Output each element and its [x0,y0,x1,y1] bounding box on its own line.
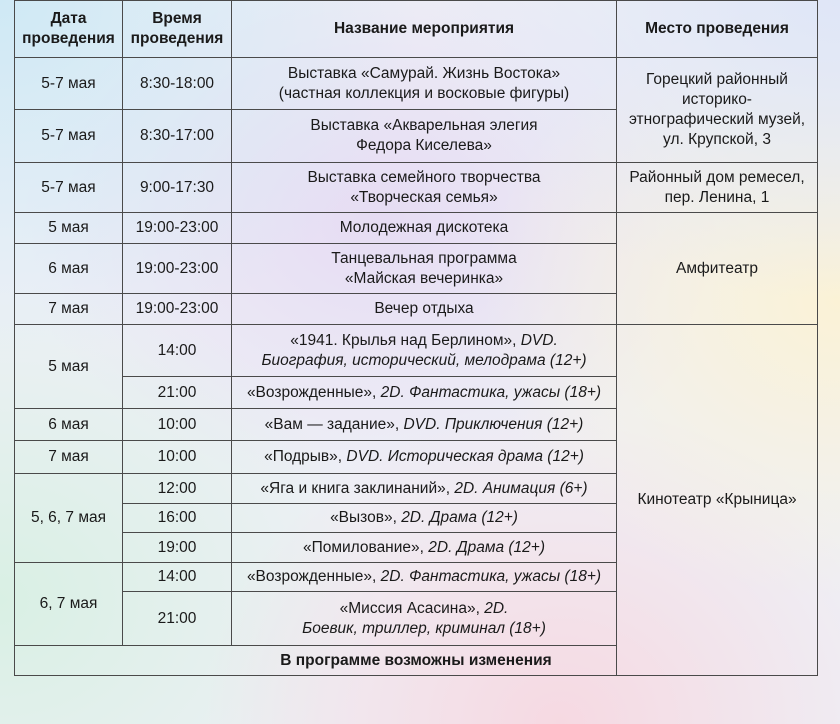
time-cell: 19:00 [123,533,232,563]
movie-cell: «Возрожденные», 2D. Фантастика, ужасы (18+) [232,563,617,592]
time-cell: 21:00 [123,592,232,646]
date-cell: 6 мая [15,244,123,294]
event-cell: Выставка «Самурай. Жизнь Востока» (частная коллекция и восковые фигуры) [232,58,617,110]
header-event: Название мероприятия [232,1,617,58]
time-cell: 12:00 [123,474,232,504]
date-cell: 7 мая [15,441,123,474]
venue-cinema: Кинотеатр «Крыница» [617,325,818,676]
venue-museum: Горецкий районный историко- этнографический музей, ул. Крупской, 3 [617,58,818,163]
movie-cell: «Вам — задание», DVD. Приключения (12+) [232,409,617,441]
table-row [15,213,818,244]
program-change-note: В программе возможны изменения [15,646,818,676]
time-cell: 19:00-23:00 [123,213,232,244]
time-cell: 21:00 [123,377,232,409]
time-cell: 10:00 [123,409,232,441]
header-time: Время проведения [123,1,232,58]
movie-cell: «Миссия Асасина», 2D. Боевик, триллер, криминал (18+) [232,592,617,646]
time-cell: 8:30-18:00 [123,58,232,110]
time-cell: 9:00-17:30 [123,163,232,213]
event-cell: Молодежная дискотека [232,213,617,244]
venue-crafts: Районный дом ремесел, пер. Ленина, 1 [617,163,818,213]
movie-cell: «Вызов», 2D. Драма (12+) [232,504,617,533]
movie-cell: «Подрыв», DVD. Историческая драма (12+) [232,441,617,474]
event-schedule-table [14,0,818,676]
table-row [15,163,818,213]
time-cell: 19:00-23:00 [123,294,232,325]
date-cell: 5, 6, 7 мая [15,474,123,563]
date-cell: 6, 7 мая [15,563,123,646]
header-venue: Место проведения [617,1,818,58]
event-cell: Выставка «Акварельная элегия Федора Киселева» [232,110,617,163]
time-cell: 10:00 [123,441,232,474]
date-cell: 5-7 мая [15,58,123,110]
event-cell: Вечер отдыха [232,294,617,325]
header-row [15,1,818,58]
movie-cell: «1941. Крылья над Берлином», DVD. Биография, исторический, мелодрама (12+) [232,325,617,377]
date-cell: 5-7 мая [15,110,123,163]
date-cell: 7 мая [15,294,123,325]
movie-cell: «Возрожденные», 2D. Фантастика, ужасы (18+) [232,377,617,409]
movie-cell: «Помилование», 2D. Драма (12+) [232,533,617,563]
date-cell: 5 мая [15,213,123,244]
movie-cell: «Яга и книга заклинаний», 2D. Анимация (6+) [232,474,617,504]
date-cell: 5 мая [15,325,123,409]
header-date: Дата проведения [15,1,123,58]
time-cell: 14:00 [123,563,232,592]
date-cell: 5-7 мая [15,163,123,213]
table-row [15,58,818,110]
table-row [15,325,818,377]
event-cell: Танцевальная программа «Майская вечеринка» [232,244,617,294]
venue-amphitheatre: Амфитеатр [617,213,818,325]
event-cell: Выставка семейного творчества «Творческая семья» [232,163,617,213]
time-cell: 8:30-17:00 [123,110,232,163]
time-cell: 16:00 [123,504,232,533]
date-cell: 6 мая [15,409,123,441]
time-cell: 19:00-23:00 [123,244,232,294]
time-cell: 14:00 [123,325,232,377]
footer-row [15,646,818,676]
